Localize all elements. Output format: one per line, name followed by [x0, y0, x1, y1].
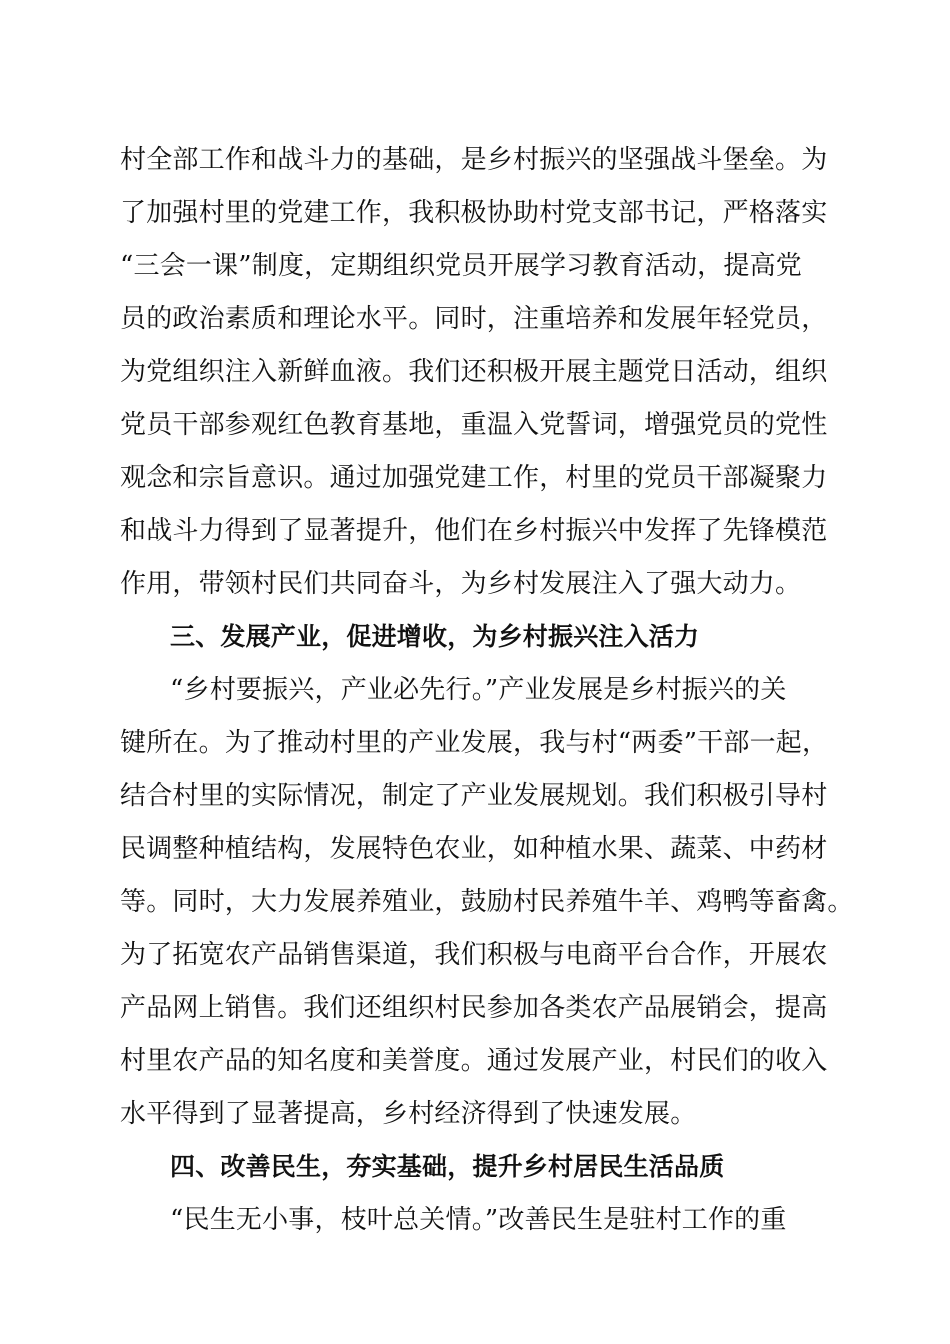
text-line: 了加强村里的党建工作，我积极协助村党支部书记，严格落实 [120, 198, 828, 228]
text-line: 水平得到了显著提高，乡村经济得到了快速发展。 [120, 1099, 697, 1129]
text-line: 作用，带领村民们共同奋斗，为乡村发展注入了强大动力。 [120, 569, 802, 599]
text-line: “民生无小事，枝叶总关情。”改善民生是驻村工作的重 [170, 1205, 787, 1235]
text-line: “三会一课”制度，定期组织党员开展学习教育活动，提高党 [120, 251, 802, 281]
text-line: 村里农产品的知名度和美誉度。通过发展产业，村民们的收入 [120, 1046, 828, 1076]
text-line: 产品网上销售。我们还组织村民参加各类农产品展销会，提高 [120, 993, 828, 1023]
text-line: 村全部工作和战斗力的基础，是乡村振兴的坚强战斗堡垒。为 [120, 145, 828, 175]
text-line: 结合村里的实际情况，制定了产业发展规划。我们积极引导村 [120, 781, 828, 811]
text-line: 为了拓宽农产品销售渠道，我们积极与电商平台合作，开展农 [120, 940, 828, 970]
text-line: 员的政治素质和理论水平。同时，注重培养和发展年轻党员， [120, 304, 828, 334]
text-line: “乡村要振兴，产业必先行。”产业发展是乡村振兴的关 [170, 675, 787, 705]
section-heading-3: 三、发展产业，促进增收，为乡村振兴注入活力 [170, 622, 700, 651]
text-line: 观念和宗旨意识。通过加强党建工作，村里的党员干部凝聚力 [120, 463, 828, 493]
text-line: 为党组织注入新鲜血液。我们还积极开展主题党日活动，组织 [120, 357, 828, 387]
text-line: 等。同时，大力发展养殖业，鼓励村民养殖牛羊、鸡鸭等畜禽。 [120, 887, 854, 917]
text-line: 党员干部参观红色教育基地，重温入党誓词，增强党员的党性 [120, 410, 828, 440]
text-line: 键所在。为了推动村里的产业发展，我与村“两委”干部一起， [120, 728, 829, 758]
text-line: 民调整种植结构，发展特色农业，如种植水果、蔬菜、中药材 [120, 834, 828, 864]
section-heading-4: 四、改善民生，夯实基础，提升乡村居民生活品质 [170, 1152, 725, 1181]
text-line: 和战斗力得到了显著提升，他们在乡村振兴中发挥了先锋模范 [120, 516, 828, 546]
